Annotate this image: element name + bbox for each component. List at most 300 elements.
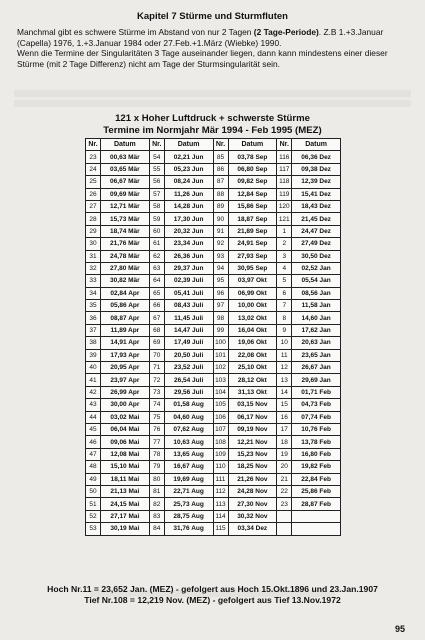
cell-datum: 18,74 Mär: [101, 225, 150, 237]
cell-datum: 03,78 Sep: [228, 151, 277, 163]
cell-nr: 46: [86, 436, 101, 448]
cell-datum: 00,63 Mär: [101, 151, 150, 163]
cell-nr: 48: [86, 461, 101, 473]
cell-nr: 105: [213, 399, 228, 411]
cell-datum: 20,63 Jan: [292, 337, 341, 349]
table-heading: [0, 113, 425, 136]
cell-nr: 55: [149, 163, 164, 175]
cell-datum: 07,74 Feb: [292, 411, 341, 423]
intro-p1-end: . Z.B 1.+3.Januar (Capella) 1976, 1.+3.Januar 1984 oder 27.Feb.+1.März (Wiebke) 1990.: [17, 27, 384, 48]
table-header-row: [86, 139, 341, 151]
cell-datum: 24,47 Dez: [292, 225, 341, 237]
cell-nr: 59: [149, 213, 164, 225]
cell-nr: 75: [149, 411, 164, 423]
cell-nr: 10: [277, 337, 292, 349]
cell-datum: 05,86 Apr: [101, 300, 150, 312]
table-row: [86, 461, 341, 473]
cell-datum: 18,43 Dez: [292, 200, 341, 212]
cell-datum: 16,80 Feb: [292, 448, 341, 460]
chapter-title: Kapitel 7 Stürme und Sturmfluten: [137, 11, 288, 22]
cell-datum: 26,67 Jan: [292, 362, 341, 374]
cell-datum: 12,08 Mai: [101, 448, 150, 460]
cell-datum: 30,00 Apr: [101, 399, 150, 411]
cell-nr: 74: [149, 399, 164, 411]
table-row: [86, 423, 341, 435]
cell-datum: 08,24 Jun: [164, 176, 213, 188]
cell-nr: 116: [277, 151, 292, 163]
cell-datum: 03,65 Mär: [101, 163, 150, 175]
cell-datum: 06,17 Nov: [228, 411, 277, 423]
cell-datum: 16,67 Aug: [164, 461, 213, 473]
cell-datum: 10,76 Feb: [292, 423, 341, 435]
cell-nr: 100: [213, 337, 228, 349]
cell-nr: 91: [213, 225, 228, 237]
cell-nr: 79: [149, 461, 164, 473]
cell-nr: 114: [213, 510, 228, 522]
cell-datum: 20,50 Juli: [164, 349, 213, 361]
cell-datum: 29,69 Jan: [292, 374, 341, 386]
cell-nr: 93: [213, 250, 228, 262]
cell-nr: 31: [86, 250, 101, 262]
cell-nr: 14: [277, 386, 292, 398]
cell-datum: 08,43 Juli: [164, 300, 213, 312]
cell-nr: 9: [277, 324, 292, 336]
cell-nr: 99: [213, 324, 228, 336]
cell-nr: 82: [149, 498, 164, 510]
cell-nr: 72: [149, 374, 164, 386]
cell-datum: [292, 510, 341, 522]
cell-datum: 15,73 Mär: [101, 213, 150, 225]
cell-datum: 26,36 Jun: [164, 250, 213, 262]
cell-nr: 8: [277, 312, 292, 324]
cell-nr: 30: [86, 238, 101, 250]
cell-datum: 21,45 Dez: [292, 213, 341, 225]
cell-datum: 15,41 Dez: [292, 188, 341, 200]
cell-datum: 06,67 Mär: [101, 176, 150, 188]
cell-datum: 06,36 Dez: [292, 151, 341, 163]
cell-datum: 17,49 Juli: [164, 337, 213, 349]
cell-datum: 25,86 Feb: [292, 485, 341, 497]
cell-datum: 22,84 Feb: [292, 473, 341, 485]
cell-datum: 17,62 Jan: [292, 324, 341, 336]
cell-datum: 31,13 Okt: [228, 386, 277, 398]
cell-datum: 26,54 Juli: [164, 374, 213, 386]
cell-nr: 90: [213, 213, 228, 225]
cell-nr: 36: [86, 312, 101, 324]
cell-datum: 11,58 Jan: [292, 300, 341, 312]
cell-nr: 41: [86, 374, 101, 386]
cell-datum: 13,78 Feb: [292, 436, 341, 448]
cell-datum: 28,75 Aug: [164, 510, 213, 522]
cell-datum: 11,45 Juli: [164, 312, 213, 324]
cell-datum: 07,62 Aug: [164, 423, 213, 435]
cell-datum: 18,25 Nov: [228, 461, 277, 473]
cell-datum: 14,91 Apr: [101, 337, 150, 349]
cell-datum: 29,56 Juli: [164, 386, 213, 398]
col-header-datum: Datum: [164, 139, 213, 151]
cell-nr: 66: [149, 300, 164, 312]
cell-nr: 101: [213, 349, 228, 361]
cell-datum: 24,28 Nov: [228, 485, 277, 497]
table-row: [86, 473, 341, 485]
cell-nr: 94: [213, 262, 228, 274]
cell-nr: 45: [86, 423, 101, 435]
cell-datum: 14,28 Jun: [164, 200, 213, 212]
cell-nr: 109: [213, 448, 228, 460]
cell-nr: 85: [213, 151, 228, 163]
cell-nr: 22: [277, 485, 292, 497]
cell-nr: 95: [213, 275, 228, 287]
cell-datum: 12,21 Nov: [228, 436, 277, 448]
cell-datum: 18,87 Sep: [228, 213, 277, 225]
table-row: [86, 275, 341, 287]
table-row: [86, 485, 341, 497]
cell-datum: 15,10 Mai: [101, 461, 150, 473]
cell-nr: 49: [86, 473, 101, 485]
cell-datum: 06,99 Okt: [228, 287, 277, 299]
cell-nr: 63: [149, 262, 164, 274]
cell-datum: 09,19 Nov: [228, 423, 277, 435]
cell-nr: 39: [86, 349, 101, 361]
cell-nr: 119: [277, 188, 292, 200]
cell-datum: 14,47 Juli: [164, 324, 213, 336]
cell-datum: 13,02 Okt: [228, 312, 277, 324]
storm-dates-table: [85, 138, 341, 536]
cell-nr: 19: [277, 448, 292, 460]
table-row: [86, 510, 341, 522]
col-header-datum: Datum: [292, 139, 341, 151]
table-row: [86, 337, 341, 349]
cell-nr: 87: [213, 176, 228, 188]
cell-nr: 3: [277, 250, 292, 262]
cell-datum: 24,15 Mai: [101, 498, 150, 510]
cell-nr: 73: [149, 386, 164, 398]
cell-nr: 23: [86, 151, 101, 163]
col-header-datum: Datum: [101, 139, 150, 151]
cell-nr: [277, 510, 292, 522]
cell-nr: 23: [277, 498, 292, 510]
cell-nr: [277, 523, 292, 535]
cell-datum: 15,86 Sep: [228, 200, 277, 212]
table-row: [86, 151, 341, 163]
cell-nr: 71: [149, 362, 164, 374]
cell-datum: 24,78 Mär: [101, 250, 150, 262]
cell-datum: 23,97 Apr: [101, 374, 150, 386]
cell-nr: 80: [149, 473, 164, 485]
cell-nr: 89: [213, 200, 228, 212]
cell-nr: 15: [277, 399, 292, 411]
table-row: [86, 300, 341, 312]
col-header-nr: Nr.: [149, 139, 164, 151]
cell-datum: 01,58 Aug: [164, 399, 213, 411]
page-number: 95: [394, 624, 405, 634]
cell-nr: 84: [149, 523, 164, 535]
table-row: [86, 312, 341, 324]
cell-datum: 30,50 Dez: [292, 250, 341, 262]
cell-nr: 121: [277, 213, 292, 225]
cell-datum: 30,32 Nov: [228, 510, 277, 522]
table-row: [86, 324, 341, 336]
cell-datum: 10,63 Aug: [164, 436, 213, 448]
cell-datum: 21,13 Mai: [101, 485, 150, 497]
cell-nr: 62: [149, 250, 164, 262]
cell-datum: 04,73 Feb: [292, 399, 341, 411]
cell-nr: 57: [149, 188, 164, 200]
table-row: [86, 411, 341, 423]
cell-datum: 21,26 Nov: [228, 473, 277, 485]
cell-nr: 111: [213, 473, 228, 485]
table-row: [86, 176, 341, 188]
cell-datum: 25,10 Okt: [228, 362, 277, 374]
cell-nr: 88: [213, 188, 228, 200]
cell-datum: 02,39 Juli: [164, 275, 213, 287]
cell-datum: 17,93 Apr: [101, 349, 150, 361]
cell-datum: 03,97 Okt: [228, 275, 277, 287]
cell-datum: 19,06 Okt: [228, 337, 277, 349]
cell-nr: 78: [149, 448, 164, 460]
cell-datum: 09,82 Sep: [228, 176, 277, 188]
cell-datum: 02,84 Apr: [101, 287, 150, 299]
cell-datum: 23,65 Jan: [292, 349, 341, 361]
cell-nr: 60: [149, 225, 164, 237]
cell-nr: 18: [277, 436, 292, 448]
cell-nr: 52: [86, 510, 101, 522]
cell-datum: 09,69 Mär: [101, 188, 150, 200]
cell-datum: 08,56 Jan: [292, 287, 341, 299]
intro-p1-start: Manchmal gibt es schwere Stürme im Abstand von nur 2 Tagen: [17, 27, 254, 37]
cell-nr: 38: [86, 337, 101, 349]
cell-datum: 21,89 Sep: [228, 225, 277, 237]
table-heading-line2: Termine im Normjahr Mär 1994 - Feb 1995 (MEZ): [103, 124, 322, 136]
cell-nr: 103: [213, 374, 228, 386]
cell-nr: 61: [149, 238, 164, 250]
cell-nr: 47: [86, 448, 101, 460]
cell-nr: 69: [149, 337, 164, 349]
cell-nr: 54: [149, 151, 164, 163]
cell-datum: 13,65 Aug: [164, 448, 213, 460]
cell-nr: 76: [149, 423, 164, 435]
table-row: [86, 225, 341, 237]
footer-note: [0, 584, 425, 606]
cell-datum: 03,15 Nov: [228, 399, 277, 411]
cell-nr: 28: [86, 213, 101, 225]
cell-nr: 112: [213, 485, 228, 497]
cell-datum: 27,30 Nov: [228, 498, 277, 510]
cell-datum: 21,76 Mär: [101, 238, 150, 250]
cell-datum: 19,82 Feb: [292, 461, 341, 473]
cell-datum: 27,17 Mai: [101, 510, 150, 522]
cell-datum: 23,52 Juli: [164, 362, 213, 374]
cell-nr: 44: [86, 411, 101, 423]
cell-nr: 24: [86, 163, 101, 175]
cell-nr: 32: [86, 262, 101, 274]
cell-nr: 27: [86, 200, 101, 212]
cell-nr: 102: [213, 362, 228, 374]
cell-datum: 30,82 Mär: [101, 275, 150, 287]
cell-datum: 25,73 Aug: [164, 498, 213, 510]
col-header-nr: Nr.: [213, 139, 228, 151]
col-header-nr: Nr.: [86, 139, 101, 151]
cell-datum: 03,02 Mai: [101, 411, 150, 423]
cell-nr: 12: [277, 362, 292, 374]
cell-datum: 30,95 Sep: [228, 262, 277, 274]
cell-nr: 110: [213, 461, 228, 473]
cell-datum: 27,93 Sep: [228, 250, 277, 262]
table-row: [86, 238, 341, 250]
cell-nr: 53: [86, 523, 101, 535]
cell-datum: 28,12 Okt: [228, 374, 277, 386]
cell-nr: 120: [277, 200, 292, 212]
table-body: [86, 151, 341, 535]
cell-nr: 35: [86, 300, 101, 312]
table-row: [86, 250, 341, 262]
cell-datum: 26,99 Apr: [101, 386, 150, 398]
cell-datum: 05,23 Jun: [164, 163, 213, 175]
table-heading-line1: 121 x Hoher Luftdruck + schwerste Stürme: [115, 113, 310, 124]
cell-nr: 43: [86, 399, 101, 411]
table-row: [86, 498, 341, 510]
cell-datum: 12,84 Sep: [228, 188, 277, 200]
cell-datum: 05,54 Jan: [292, 275, 341, 287]
table-row: [86, 200, 341, 212]
cell-nr: 117: [277, 163, 292, 175]
cell-datum: 28,87 Feb: [292, 498, 341, 510]
cell-nr: 40: [86, 362, 101, 374]
cell-nr: 6: [277, 287, 292, 299]
cell-datum: 02,52 Jan: [292, 262, 341, 274]
cell-nr: 97: [213, 300, 228, 312]
cell-nr: 70: [149, 349, 164, 361]
col-header-datum: Datum: [228, 139, 277, 151]
cell-nr: 13: [277, 374, 292, 386]
cell-nr: 21: [277, 473, 292, 485]
cell-nr: 34: [86, 287, 101, 299]
cell-nr: 20: [277, 461, 292, 473]
cell-datum: [292, 523, 341, 535]
cell-nr: 37: [86, 324, 101, 336]
intro-paragraph-1: [17, 27, 407, 48]
intro-p1-bold: (2 Tage-Periode): [253, 27, 319, 37]
cell-nr: 56: [149, 176, 164, 188]
cell-datum: 12,39 Dez: [292, 176, 341, 188]
cell-nr: 64: [149, 275, 164, 287]
cell-nr: 5: [277, 275, 292, 287]
cell-datum: 20,95 Apr: [101, 362, 150, 374]
cell-datum: 06,04 Mai: [101, 423, 150, 435]
cell-nr: 1: [277, 225, 292, 237]
cell-nr: 106: [213, 411, 228, 423]
cell-datum: 30,19 Mai: [101, 523, 150, 535]
cell-datum: 29,37 Jun: [164, 262, 213, 274]
cell-datum: 24,91 Sep: [228, 238, 277, 250]
cell-datum: 10,00 Okt: [228, 300, 277, 312]
cell-datum: 27,80 Mär: [101, 262, 150, 274]
table-row: [86, 523, 341, 535]
table-row: [86, 374, 341, 386]
table-row: [86, 213, 341, 225]
cell-datum: 20,32 Jun: [164, 225, 213, 237]
table-row: [86, 436, 341, 448]
cell-datum: 09,06 Mai: [101, 436, 150, 448]
footer-line1: Hoch Nr.11 = 23,652 Jan. (MEZ) - gefolgert aus Hoch 15.Okt.1896 und 23.Jan.1907: [47, 584, 378, 594]
intro-text: [17, 27, 407, 69]
cell-datum: 17,30 Jun: [164, 213, 213, 225]
cell-datum: 05,41 Juli: [164, 287, 213, 299]
cell-nr: 92: [213, 238, 228, 250]
cell-datum: 22,08 Okt: [228, 349, 277, 361]
table-row: [86, 163, 341, 175]
cell-nr: 115: [213, 523, 228, 535]
intro-paragraph-2: Wenn die Termine der Singularitäten 3 Tage auseinander liegen, dann kann mindestens einer dieser Stürme (mit 2 Tage Differenz) nicht am Tage der Sturmsingularität sein.: [17, 48, 388, 69]
cell-datum: 15,23 Nov: [228, 448, 277, 460]
table-row: [86, 287, 341, 299]
cell-datum: 02,21 Jun: [164, 151, 213, 163]
cell-nr: 68: [149, 324, 164, 336]
cell-nr: 98: [213, 312, 228, 324]
cell-datum: 22,71 Aug: [164, 485, 213, 497]
cell-datum: 08,87 Apr: [101, 312, 150, 324]
table-row: [86, 188, 341, 200]
cell-nr: 11: [277, 349, 292, 361]
cell-nr: 86: [213, 163, 228, 175]
cell-nr: 77: [149, 436, 164, 448]
cell-nr: 42: [86, 386, 101, 398]
cell-datum: 12,71 Mär: [101, 200, 150, 212]
cell-nr: 118: [277, 176, 292, 188]
cell-datum: 18,11 Mai: [101, 473, 150, 485]
footer-line2: Tief Nr.108 = 12,219 Nov. (MEZ) - gefolgert aus Tief 13.Nov.1972: [84, 594, 341, 605]
cell-nr: 29: [86, 225, 101, 237]
table-row: [86, 349, 341, 361]
cell-nr: 16: [277, 411, 292, 423]
cell-nr: 51: [86, 498, 101, 510]
cell-nr: 67: [149, 312, 164, 324]
cell-datum: 27,49 Dez: [292, 238, 341, 250]
cell-nr: 58: [149, 200, 164, 212]
cell-datum: 19,69 Aug: [164, 473, 213, 485]
cell-datum: 23,34 Jun: [164, 238, 213, 250]
table-row: [86, 262, 341, 274]
table-row: [86, 386, 341, 398]
cell-nr: 26: [86, 188, 101, 200]
cell-nr: 25: [86, 176, 101, 188]
cell-nr: 108: [213, 436, 228, 448]
cell-nr: 33: [86, 275, 101, 287]
cell-datum: 03,34 Dez: [228, 523, 277, 535]
table-row: [86, 399, 341, 411]
table-row: [86, 448, 341, 460]
cell-nr: 107: [213, 423, 228, 435]
cell-nr: 2: [277, 238, 292, 250]
cell-nr: 96: [213, 287, 228, 299]
cell-datum: 01,71 Feb: [292, 386, 341, 398]
cell-datum: 31,76 Aug: [164, 523, 213, 535]
cell-nr: 113: [213, 498, 228, 510]
cell-datum: 11,26 Jun: [164, 188, 213, 200]
cell-nr: 83: [149, 510, 164, 522]
cell-nr: 65: [149, 287, 164, 299]
cell-datum: 16,04 Okt: [228, 324, 277, 336]
table-row: [86, 362, 341, 374]
cell-nr: 7: [277, 300, 292, 312]
cell-datum: 11,89 Apr: [101, 324, 150, 336]
cell-nr: 4: [277, 262, 292, 274]
cell-datum: 04,60 Aug: [164, 411, 213, 423]
cell-nr: 50: [86, 485, 101, 497]
cell-nr: 104: [213, 386, 228, 398]
col-header-nr: Nr.: [277, 139, 292, 151]
cell-nr: 81: [149, 485, 164, 497]
